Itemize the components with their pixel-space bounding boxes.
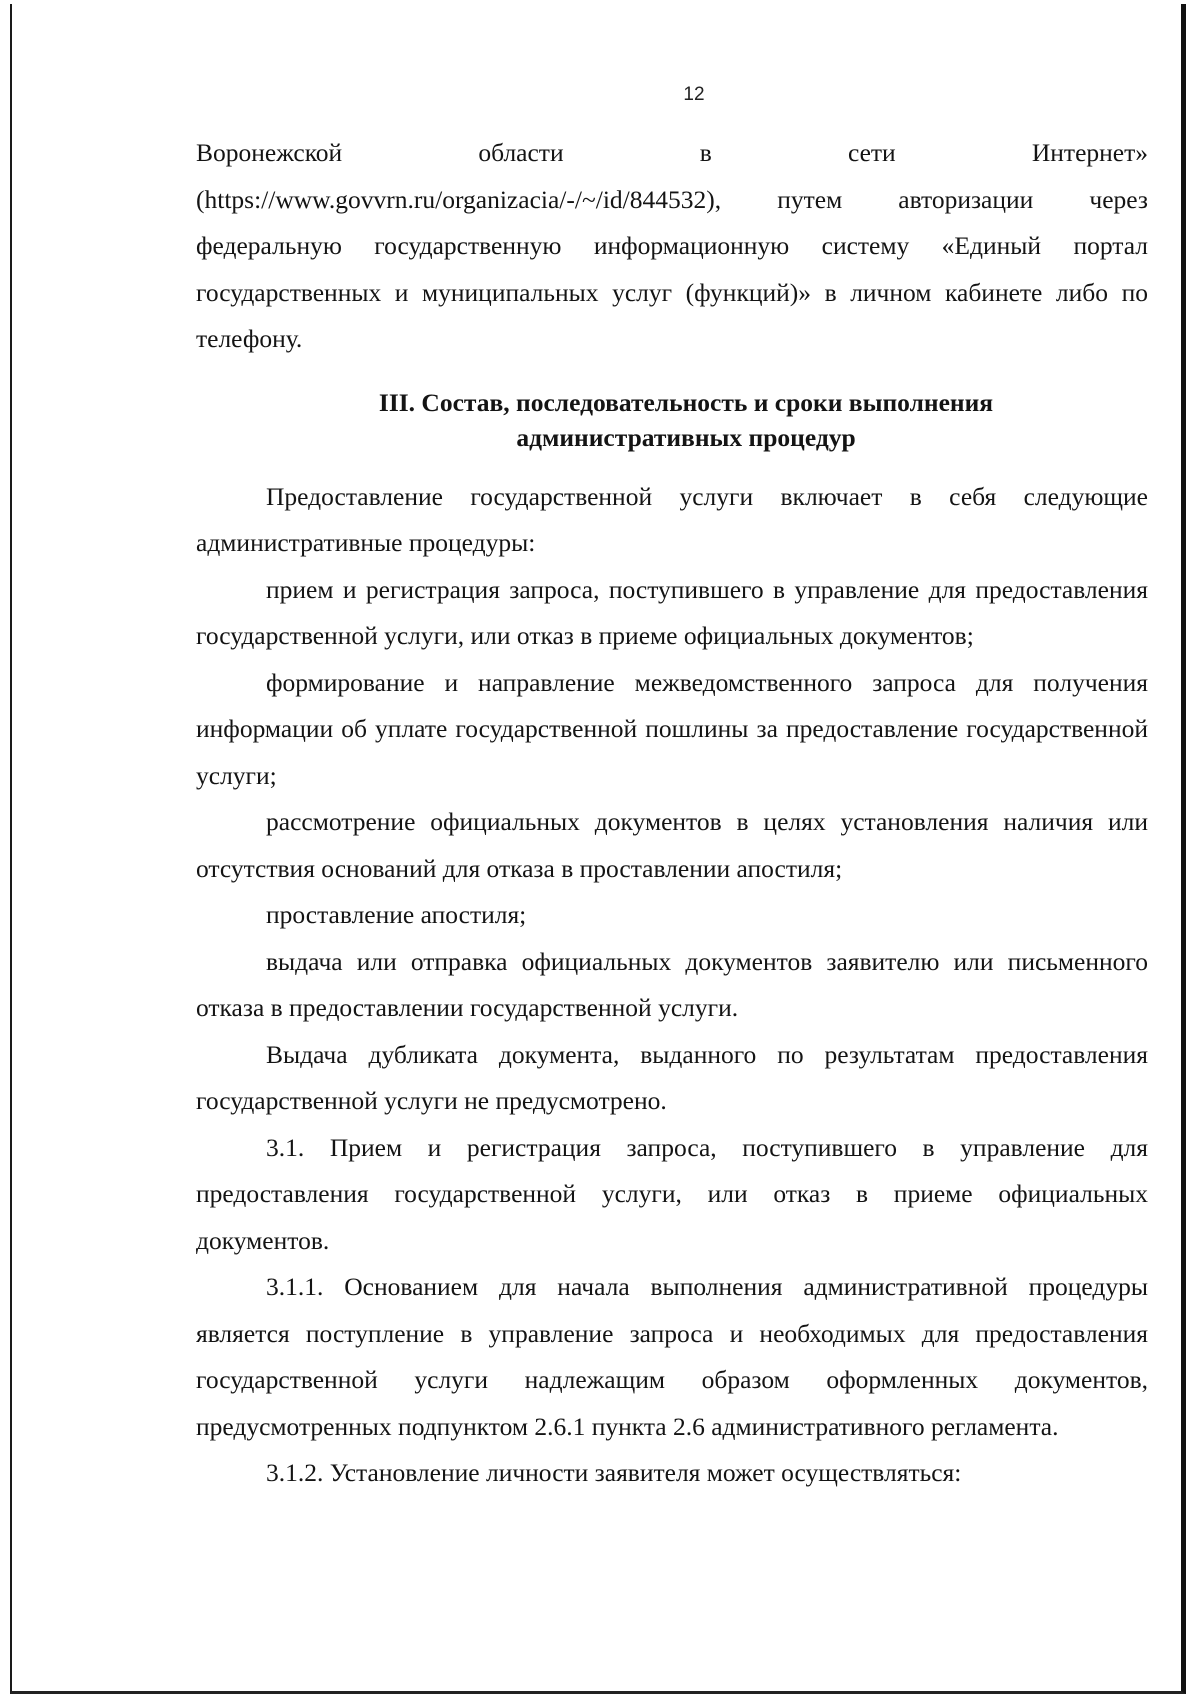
paragraph-item-review: рассмотрение официальных документов в целях установления наличия или отсутствия оснований для отказа в проставлении апостиля; <box>196 807 1148 883</box>
document-body <box>196 130 1148 1497</box>
paragraph-3-1: 3.1. Прием и регистрация запроса, поступившего в управление для предоставления государственной услуги, или отказ в приеме официальных документов. <box>196 1132 1148 1255</box>
intro-paragraph: Воронежской области в сети Интернет» (https://www.govvrn.ru/organizacia/-/~/id/844532), путем авторизации через федеральную государственную информационную систему «Единый портал государственных и муниципальных услуг (функций)» в личном кабинете либо по телефону. <box>196 138 1148 353</box>
section-heading-line-1: III. Состав, последовательность и сроки выполнения <box>378 387 994 417</box>
paragraph-item-apostille: проставление апостиля; <box>266 900 527 929</box>
paragraph-3-1-2: 3.1.2. Установление личности заявителя может осуществляться: <box>266 1458 962 1487</box>
section-heading <box>196 385 1148 455</box>
paragraph-procedures-intro: Предоставление государственной услуги включает в себя следующие административные процедуры: <box>196 481 1148 557</box>
paragraph-duplicate: Выдача дубликата документа, выданного по результатам предоставления государственной услуги не предусмотрено. <box>196 1039 1148 1115</box>
paragraph-3-1-1: 3.1.1. Основанием для начала выполнения административной процедуры является поступление в управление запроса и необходимых для предоставления государственной услуги надлежащим образом оформленных документов, предусмотренных подпунктом 2.6.1 пункта 2.6 административного регламента. <box>196 1272 1148 1441</box>
document-page <box>10 4 1186 1694</box>
section-heading-line-2: административных процедур <box>516 422 856 452</box>
paragraph-item-reception: прием и регистрация запроса, поступившего в управление для предоставления государственной услуги, или отказ в приеме официальных документов; <box>196 574 1148 650</box>
paragraph-item-interdepartmental-request: формирование и направление межведомственного запроса для получения информации об уплате государственной пошлины за предоставление государственной услуги; <box>196 667 1148 790</box>
paragraph-item-issuance: выдача или отправка официальных документов заявителю или письменного отказа в предоставлении государственной услуги. <box>196 946 1148 1022</box>
page-number: 12 <box>683 84 705 105</box>
